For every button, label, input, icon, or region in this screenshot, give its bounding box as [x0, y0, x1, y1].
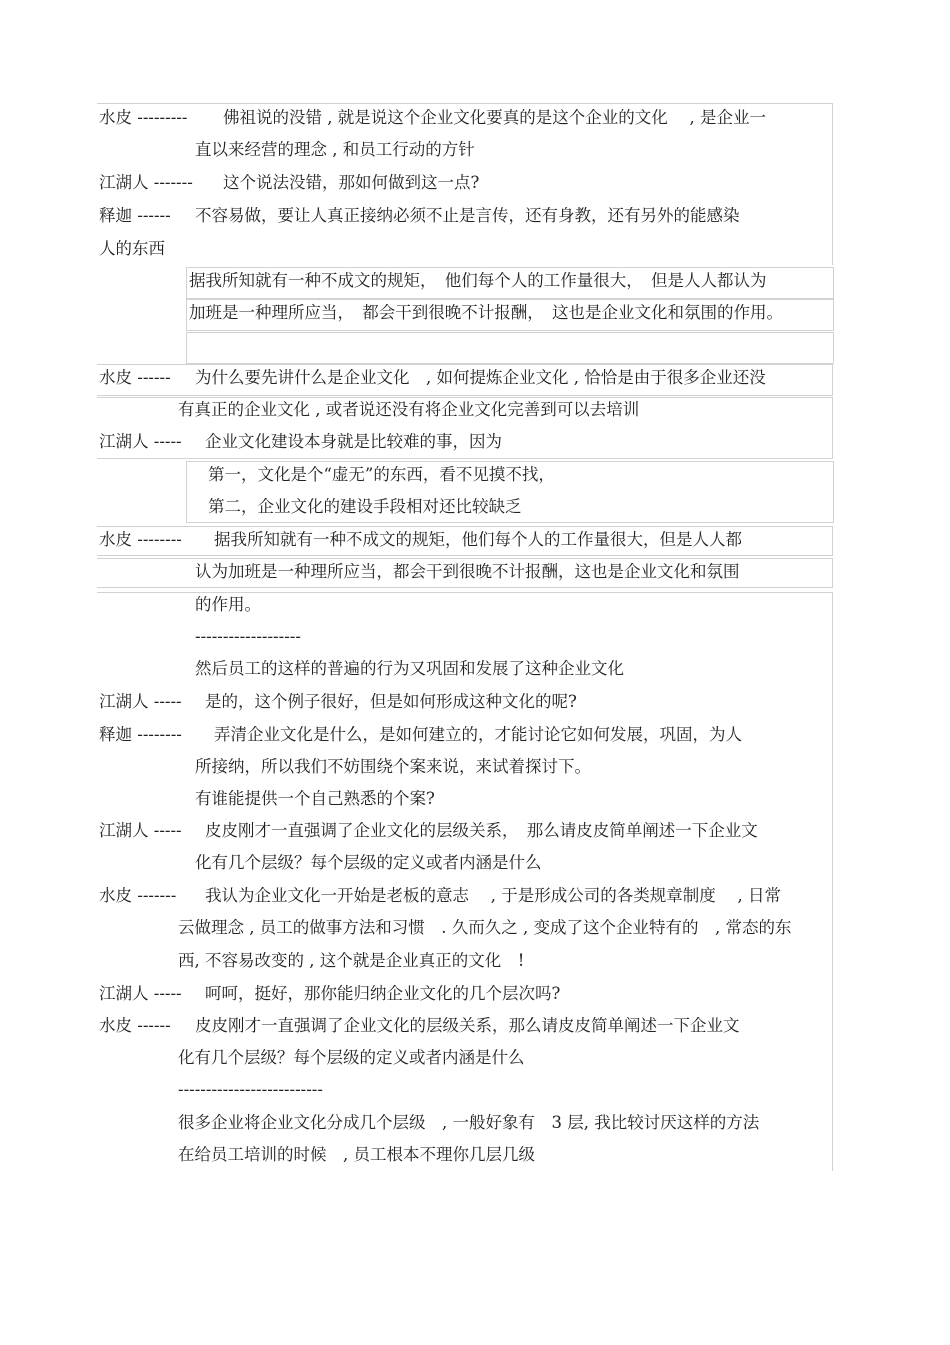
line-text: 人的东西	[99, 239, 165, 258]
line-text: 皮皮刚才一直强调了企业文化的层级关系， 那么请皮皮简单阐述一下企业文	[205, 821, 758, 840]
speaker: 水皮 --------	[99, 530, 182, 549]
dialogue-line	[99, 107, 766, 129]
line-text: 认为加班是一种理所应当，都会干到很晚不计报酬，这也是企业文化和氛围	[195, 562, 740, 581]
speaker: 水皮 ------	[99, 1016, 171, 1035]
dialogue-line	[99, 983, 561, 1005]
dialogue-line	[195, 852, 542, 874]
line-text: 很多企业将企业文化分成几个层级 , 一般好象有 3 层, 我比较讨厌这样的方法	[178, 1113, 760, 1132]
separator-text	[195, 626, 301, 648]
line-text: 云做理念 , 员工的做事方法和习惯 . 久而久之 , 变成了这个企业特有的 , 常态的东	[178, 918, 792, 937]
dialogue-line	[208, 464, 555, 486]
dialogue-line	[178, 917, 791, 939]
speaker: 释迦 ------	[99, 206, 171, 225]
line-text: 然后员工的这样的普遍的行为又巩固和发展了这种企业文化	[195, 659, 624, 678]
line-text: --------------------------	[178, 1080, 323, 1099]
dialogue-line	[99, 529, 742, 551]
speaker: 水皮 ---------	[99, 108, 188, 127]
speaker: 江湖人 -----	[99, 984, 182, 1003]
line-text: 据我所知就有一种不成文的规矩，他们每个人的工作量很大，但是人人都	[214, 530, 742, 549]
dialogue-line	[195, 658, 624, 680]
dialogue-line	[99, 885, 781, 907]
separator-text	[178, 1079, 323, 1101]
line-text: 直以来经营的理念 , 和员工行动的方针	[195, 140, 475, 159]
dialogue-line	[99, 238, 165, 260]
line-text: 是的，这个例子很好，但是如何形成这种文化的呢?	[205, 692, 577, 711]
speaker: 释迦 --------	[99, 725, 182, 744]
dialogue-line	[195, 594, 261, 616]
dialogue-line	[178, 950, 524, 972]
dialogue-line	[208, 496, 522, 518]
line-text: 据我所知就有一种不成文的规矩， 他们每个人的工作量很大， 但是人人都认为	[189, 271, 767, 290]
dialogue-line	[178, 399, 639, 421]
dialogue-line	[195, 788, 435, 810]
dialogue-line	[178, 1112, 759, 1134]
dialogue-line	[99, 820, 758, 842]
line-text: 有真正的企业文化 , 或者说还没有将企业文化完善到可以去培训	[178, 400, 640, 419]
line-text: 企业文化建设本身就是比较难的事，因为	[205, 432, 502, 451]
dialogue-line	[99, 205, 740, 227]
cell-border	[186, 332, 834, 364]
line-text: 弄清企业文化是什么，是如何建立的，才能讨论它如何发展，巩固，为人	[214, 725, 742, 744]
line-text: 不容易做，要让人真正接纳必须不止是言传，还有身教，还有另外的能感染	[195, 206, 740, 225]
speaker: 江湖人 -----	[99, 692, 182, 711]
speaker: 水皮 -------	[99, 886, 177, 905]
dialogue-line	[99, 1015, 740, 1037]
dialogue-line	[99, 724, 742, 746]
line-text: 第二，企业文化的建设手段相对还比较缺乏	[208, 497, 522, 516]
speaker: 江湖人 -------	[99, 173, 193, 192]
line-text: 加班是一种理所应当， 都会干到很晚不计报酬， 这也是企业文化和氛围的作用。	[189, 303, 783, 322]
line-text: 为什么要先讲什么是企业文化 , 如何提炼企业文化 , 恰恰是由于很多企业还没	[195, 368, 766, 387]
line-text: 在给员工培训的时候 , 员工根本不理你几层几级	[178, 1145, 535, 1164]
speaker: 江湖人 -----	[99, 432, 182, 451]
dialogue-line	[195, 561, 740, 583]
speaker: 江湖人 -----	[99, 821, 182, 840]
line-text: 佛祖说的没错 , 就是说这个企业文化要真的是这个企业的文化 , 是企业一	[223, 108, 766, 127]
dialogue-line	[99, 367, 766, 389]
dialogue-line	[195, 139, 475, 161]
line-text: 所接纳，所以我们不妨围绕个案来说，来试着探讨下。	[195, 757, 591, 776]
line-text: 化有几个层级？每个层级的定义或者内涵是什么	[195, 853, 542, 872]
line-text: 的作用。	[195, 595, 261, 614]
speaker: 水皮 ------	[99, 368, 171, 387]
line-text: 化有几个层级？每个层级的定义或者内涵是什么	[178, 1048, 525, 1067]
line-text: 西, 不容易改变的 , 这个就是企业真正的文化 !	[178, 951, 525, 970]
dialogue-line	[189, 302, 783, 324]
dialogue-line	[178, 1047, 525, 1069]
dialogue-line	[99, 691, 577, 713]
dialogue-line	[99, 431, 502, 453]
dialogue-line	[189, 270, 767, 292]
line-text: 我认为企业文化一开始是老板的意志 , 于是形成公司的各类规章制度 , 日常	[205, 886, 781, 905]
line-text: -------------------	[195, 627, 301, 646]
line-text: 有谁能提供一个自己熟悉的个案?	[195, 789, 435, 808]
dialogue-line	[99, 172, 480, 194]
line-text: 皮皮刚才一直强调了企业文化的层级关系，那么请皮皮简单阐述一下企业文	[195, 1016, 740, 1035]
line-text: 呵呵，挺好，那你能归纳企业文化的几个层次吗?	[205, 984, 561, 1003]
line-text: 第一，文化是个“虚无”的东西，看不见摸不找，	[208, 465, 555, 484]
dialogue-line	[195, 756, 591, 778]
dialogue-line	[178, 1144, 535, 1166]
line-text: 这个说法没错，那如何做到这一点?	[223, 173, 480, 192]
